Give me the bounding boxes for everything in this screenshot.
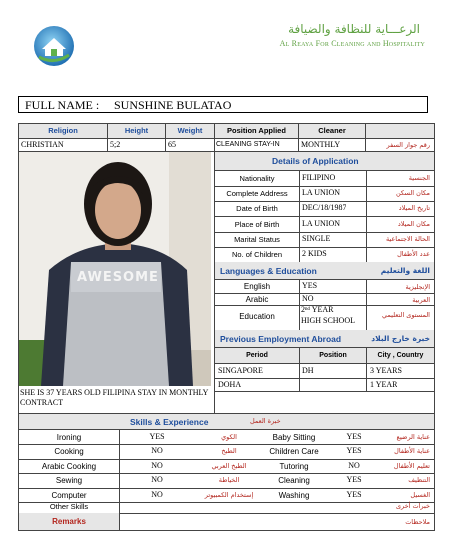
detail-label-ar: عدد الأطفال: [397, 250, 430, 258]
detail-label-ar: تاريخ الميلاد: [398, 204, 430, 213]
skill-label-right-ar: تعليم الأطفال: [393, 461, 430, 470]
skill-label-left: Ironing: [56, 433, 82, 442]
weight-value: 65: [168, 140, 176, 149]
language-value: YES: [302, 281, 318, 290]
remarks-label-ar: ملاحظات: [405, 518, 430, 526]
detail-label-ar: مكان السكن: [395, 189, 430, 198]
detail-label-ar: الجنسية: [408, 174, 430, 182]
detail-value: 2 KIDS: [302, 249, 327, 258]
skill-label-left-ar: إستخدام الكمبيوتر: [204, 490, 254, 499]
religion-value: CHRISTIAN: [21, 140, 64, 149]
header-religion: Religion: [48, 126, 78, 135]
skill-value-left: NO: [151, 489, 163, 499]
detail-value: SINGLE: [302, 233, 331, 243]
language-label-ar: العربية: [412, 295, 430, 304]
detail-value: LA UNION: [302, 218, 340, 228]
employment-country: 3 YEARS: [370, 366, 402, 375]
skill-label-right: Cleaning: [278, 476, 310, 486]
photo-caption: SHE IS 37 YEARS OLD FILIPINA STAY IN MONTHLY CONTRACT: [20, 388, 209, 407]
other-skills-label-ar: خبرات أخرى: [395, 502, 430, 510]
monthly-value: MONTHLY: [301, 140, 341, 149]
language-value: NO: [302, 293, 314, 303]
skill-label-left-ar: الطبخ: [221, 447, 237, 456]
skill-label-right: Washing: [278, 490, 310, 500]
skill-label-right-ar: عناية الرضيع: [396, 433, 430, 441]
skills-title-ar: خبرة العمل: [250, 417, 281, 425]
employment-title: Previous Employment Abroad: [220, 334, 342, 344]
other-skills-label: Other Skills: [49, 502, 89, 511]
company-name-english: Al Reaya For Cleaning and Hospitality: [279, 39, 425, 48]
skill-label-left: Cooking: [54, 447, 84, 457]
skill-label-right-ar: عناية الأطفال: [394, 447, 430, 456]
skill-label-left: Computer: [51, 490, 87, 500]
skill-value-right: YES: [346, 475, 362, 485]
skill-label-right: Tutoring: [279, 461, 309, 471]
skill-label-right: Baby Sitting: [272, 433, 316, 442]
employment-header-country: City , Country: [377, 352, 424, 359]
passport-label-ar: رقم جواز السفر: [386, 141, 430, 149]
skill-value-left: NO: [151, 475, 163, 485]
employment-period: SINGAPORE: [218, 366, 263, 375]
skill-value-left: YES: [149, 432, 165, 441]
detail-label: Complete Address: [226, 189, 288, 199]
skill-value-right: YES: [346, 432, 362, 441]
skill-label-left-ar: الطبخ العربي: [211, 461, 247, 470]
header-position: Position Applied: [227, 126, 286, 135]
detail-label: Nationality: [239, 174, 275, 183]
skill-label-right-ar: الغسيل: [410, 490, 430, 499]
skill-value-right: YES: [346, 489, 362, 499]
header-weight: Weight: [177, 126, 203, 135]
employment-position: DH: [302, 366, 314, 375]
skill-label-left: Sewing: [55, 476, 83, 486]
detail-label: Place of Birth: [234, 219, 280, 229]
languages-title-ar: اللغة والتعليم: [380, 266, 430, 275]
skill-label-left-ar: الخياطة: [218, 476, 240, 485]
language-label-ar: الإنجليزية: [405, 283, 430, 291]
shirt-print-text: AWESOME: [77, 270, 159, 285]
education-value-line2: HIGH SCHOOL: [301, 316, 355, 325]
employment-title-ar: خبرة خارج البلاد: [371, 334, 430, 343]
skill-value-right: NO: [348, 460, 360, 470]
education-label-ar: المستوى التعليمي: [382, 311, 430, 319]
skill-label-right: Children Care: [269, 447, 319, 457]
detail-label: No. of Children: [231, 250, 283, 259]
company-name-arabic: الرعـــاية للنظافة والضيافة: [288, 22, 420, 36]
height-value: 5;2: [110, 140, 121, 149]
full-name-label: FULL NAME :: [25, 98, 100, 112]
employment-country: 1 YEAR: [370, 379, 398, 389]
position-value: CLEANING STAY-IN: [216, 141, 280, 148]
skill-value-right: YES: [346, 446, 362, 456]
skill-label-left: Arabic Cooking: [41, 461, 97, 471]
employment-header-position: Position: [319, 352, 347, 359]
skill-label-left-ar: الكوي: [221, 433, 237, 441]
skills-title: Skills & Experience: [130, 417, 209, 427]
skill-value-left: NO: [151, 460, 163, 470]
language-label: English: [243, 282, 271, 291]
detail-label: Date of Birth: [236, 204, 278, 214]
remarks-label: Remarks: [52, 517, 86, 526]
details-title: Details of Application: [272, 156, 359, 166]
education-label: Education: [239, 312, 275, 321]
language-label: Arabic: [245, 294, 269, 304]
skill-label-right-ar: التنظيف: [408, 476, 430, 485]
header-height: Height: [124, 126, 149, 135]
employment-header-period: Period: [246, 352, 268, 359]
detail-label-ar: مكان الميلاد: [397, 219, 430, 228]
employment-period: DOHA: [218, 379, 242, 389]
detail-label-ar: الحالة الاجتماعية: [385, 234, 430, 243]
detail-value: DEC/18/1987: [302, 203, 347, 213]
applicant-photo: [19, 152, 211, 386]
full-name-box: [18, 96, 428, 113]
skill-value-left: NO: [151, 446, 163, 456]
detail-value: FILIPINO: [302, 173, 336, 182]
detail-value: LA UNION: [302, 188, 340, 198]
detail-label: Marital Status: [234, 234, 280, 244]
header-cleaner: Cleaner: [318, 126, 346, 135]
full-name-value: SUNSHINE BULATAO: [114, 98, 232, 112]
languages-title: Languages & Education: [220, 266, 317, 276]
company-logo: [33, 25, 75, 67]
education-value-line1: 2ⁿᵈ YEAR: [301, 305, 334, 314]
